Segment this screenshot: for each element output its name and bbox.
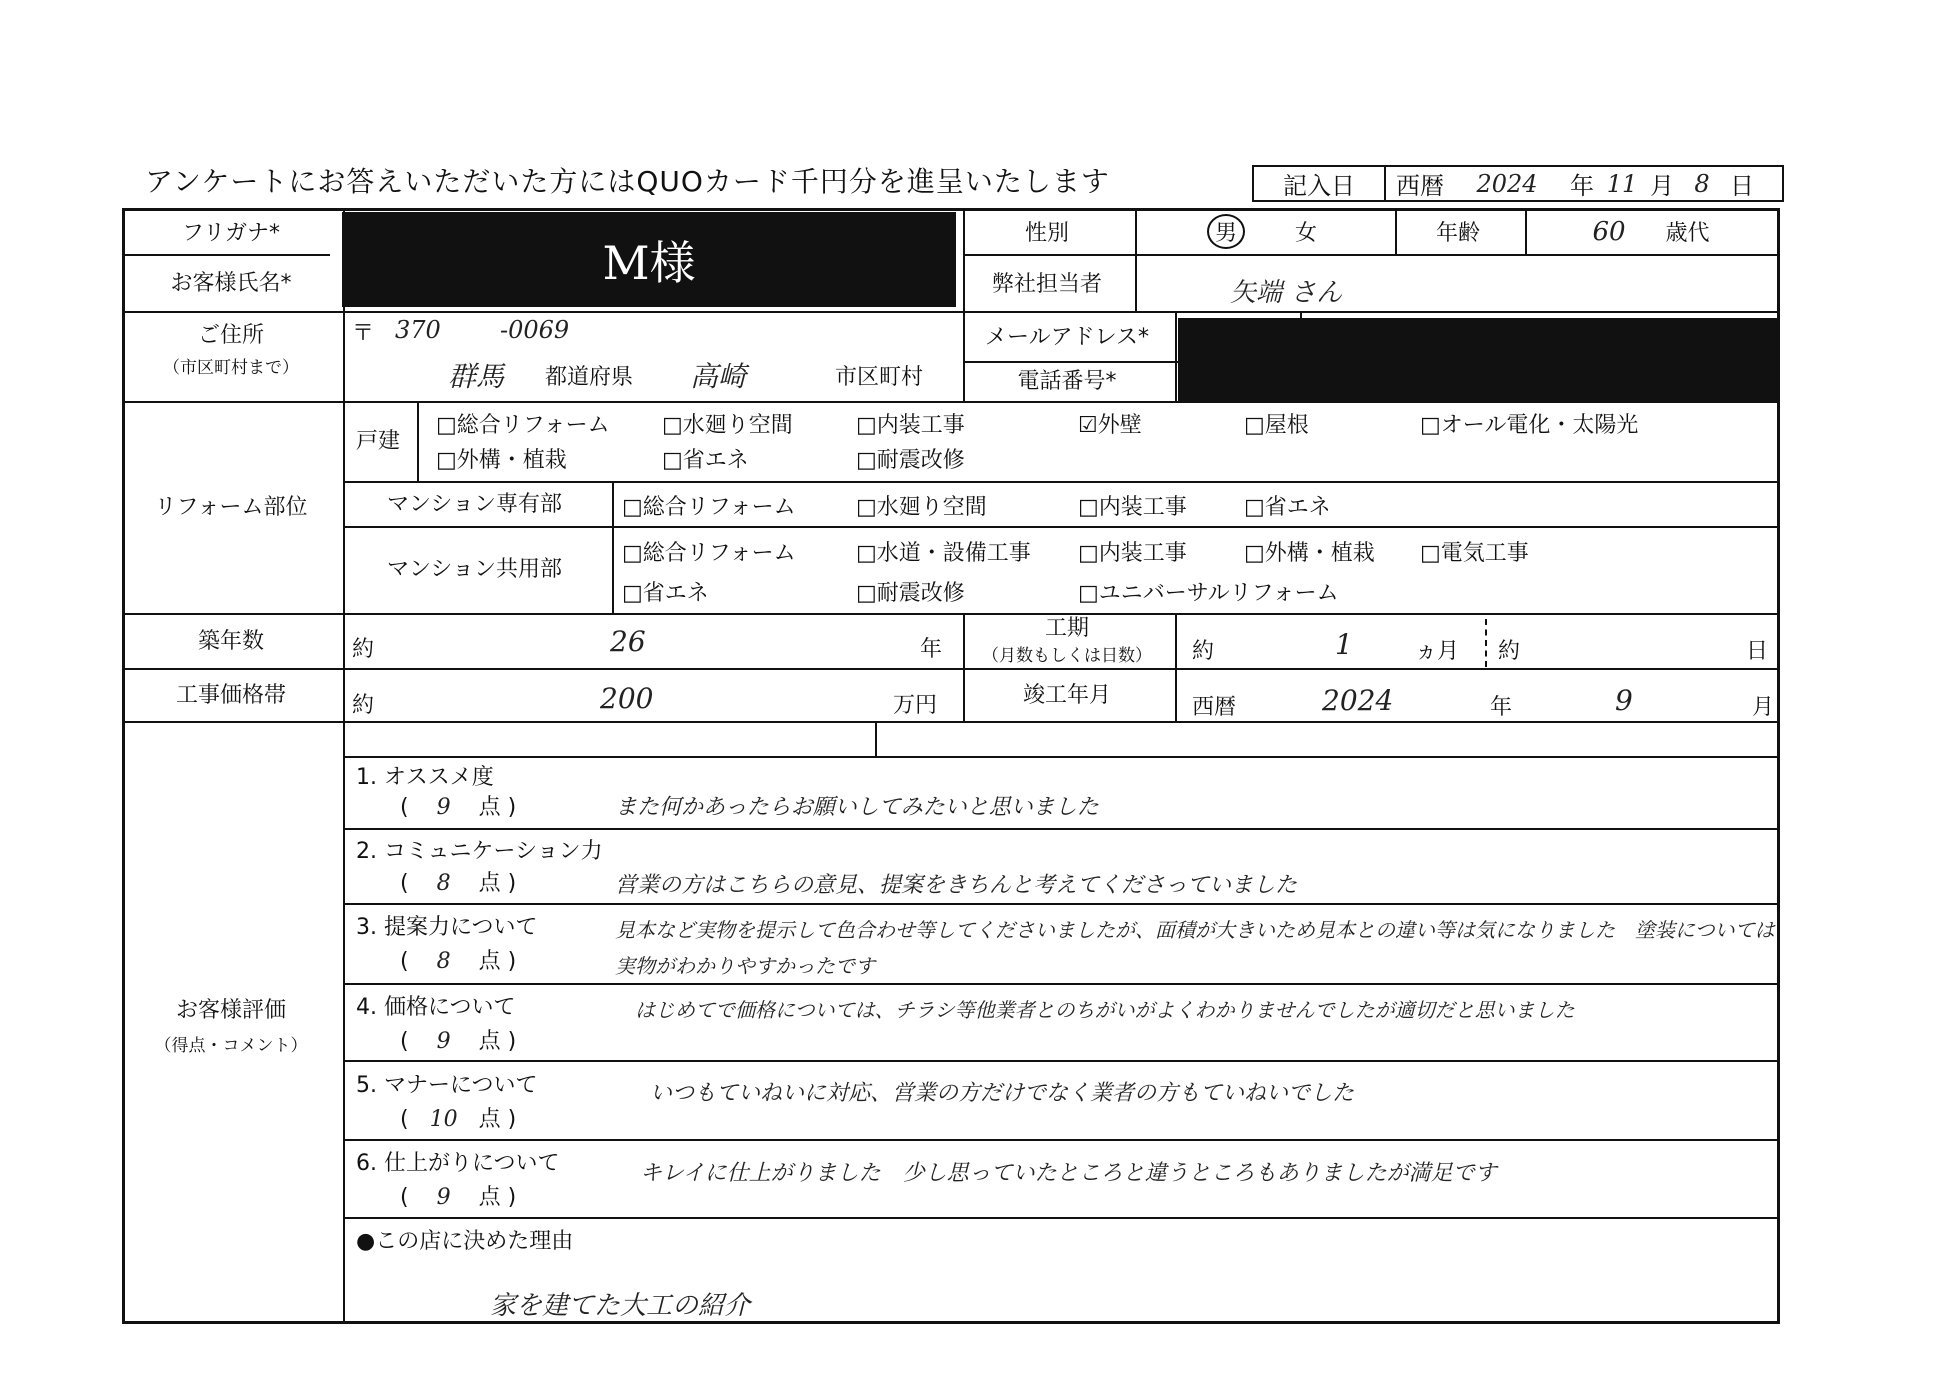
house-item-energy[interactable]: □省エネ <box>662 448 749 473</box>
mansion-shared-energy[interactable]: □省エネ <box>622 581 709 606</box>
mansion-shared-interior[interactable]: □内装工事 <box>1078 541 1187 566</box>
mansion-shared-plumbing[interactable]: □水道・設備工事 <box>856 541 1031 566</box>
entry-date-value <box>1386 167 1782 200</box>
postal-code-a[interactable]: 370 <box>395 316 441 344</box>
price-label: 工事価格帯 <box>175 682 286 708</box>
city-unit: 市区町村 <box>835 365 924 390</box>
eval-6-point-unit: 点 <box>478 1185 501 1210</box>
eval-3-score-field: ( 8 点 ) <box>400 949 517 974</box>
period-months-value[interactable]: 1 <box>1335 628 1353 661</box>
date-month[interactable]: 11 <box>1606 169 1638 198</box>
date-year-unit: 年 <box>1570 172 1594 200</box>
city-value[interactable]: 高崎 <box>690 360 747 393</box>
building-age-value[interactable]: 26 <box>610 625 646 658</box>
entry-date-label: 記入日 <box>1254 167 1386 200</box>
gender-male-selected[interactable]: 男 <box>1207 214 1245 249</box>
prefecture-unit: 都道府県 <box>545 365 634 390</box>
reason-label: ●この店に決めた理由 <box>356 1229 574 1254</box>
name-label: お客様氏名* <box>170 270 292 296</box>
gender-options <box>1134 210 1390 253</box>
completion-year[interactable]: 2024 <box>1322 684 1394 717</box>
address-sub-label: （市区町村まで） <box>163 357 299 378</box>
price-value[interactable]: 200 <box>600 682 654 715</box>
age-unit: 歳代 <box>1665 221 1710 246</box>
eval-6-comment[interactable]: キレイに仕上がりました 少し思っていたところと違うところもありましたが満足です <box>640 1161 1497 1186</box>
building-age-approx: 約 <box>352 637 375 662</box>
house-item-solar[interactable]: □オール電化・太陽光 <box>1420 413 1639 438</box>
eval-6-title: 6. 仕上がりについて <box>356 1151 560 1176</box>
eval-1-score-field: ( 9 点 ) <box>400 795 517 820</box>
eval-1-point-unit: 点 <box>478 795 501 820</box>
phone-label: 電話番号* <box>1017 368 1117 394</box>
house-item-exterior-wall[interactable]: ☑外壁 <box>1078 413 1142 438</box>
eval-5-score[interactable]: 10 <box>429 1107 458 1132</box>
date-day-unit: 日 <box>1730 172 1754 200</box>
eval-4-title: 4. 価格について <box>356 995 516 1020</box>
staff-value[interactable]: 矢端 さん <box>1230 278 1343 308</box>
mansion-shared-seismic[interactable]: □耐震改修 <box>856 581 965 606</box>
prefecture-value[interactable]: 群馬 <box>448 360 505 393</box>
gender-label: 性別 <box>1024 221 1069 246</box>
mansion-private-interior[interactable]: □内装工事 <box>1078 495 1187 520</box>
reason-value[interactable]: 家を建てた大工の紹介 <box>490 1291 751 1321</box>
staff-label: 弊社担当者 <box>991 271 1102 297</box>
entry-date-box <box>1252 165 1784 202</box>
eval-3-comment[interactable]: 見本など実物を提示して色合わせ等してくださいましたが、面積が大きいため見本との違い等は気になりました 塗装については実物がわかりやすかったです <box>615 918 1775 978</box>
eval-6-score-field: ( 9 点 ) <box>400 1185 517 1210</box>
completion-label: 竣工年月 <box>1022 682 1111 708</box>
period-approx: 約 <box>1192 639 1215 664</box>
house-item-total-reform[interactable]: □総合リフォーム <box>436 413 610 438</box>
eval-1-comment[interactable]: また何かあったらお願いしてみたいと思いました <box>615 795 1099 820</box>
reform-label: リフォーム部位 <box>154 494 308 520</box>
furigana-label: フリガナ* <box>182 220 280 246</box>
completion-month[interactable]: 9 <box>1615 684 1633 717</box>
period-label: 工期 <box>1044 615 1089 641</box>
period-day-approx: 約 <box>1498 639 1521 664</box>
mansion-private-energy[interactable]: □省エネ <box>1244 495 1331 520</box>
mansion-private-label: マンション専有部 <box>386 491 562 517</box>
eval-4-score-field: ( 9 点 ) <box>400 1029 517 1054</box>
mansion-shared-electric[interactable]: □電気工事 <box>1420 541 1529 566</box>
eval-3-title: 3. 提案力について <box>356 915 538 940</box>
age-value[interactable]: 60 <box>1592 216 1626 247</box>
postal-mark: 〒 <box>352 321 375 346</box>
eval-4-comment[interactable]: はじめてで価格については、チラシ等他業者とのちがいがよくわかりませんでしたが適切だと思いました <box>635 998 1575 1022</box>
eval-5-point-unit: 点 <box>478 1107 501 1132</box>
date-year[interactable]: 2024 <box>1476 169 1538 198</box>
house-item-roof[interactable]: □屋根 <box>1244 413 1309 438</box>
house-item-water[interactable]: □水廻り空間 <box>662 413 793 438</box>
completion-month-unit: 月 <box>1752 695 1775 720</box>
eval-4-score[interactable]: 9 <box>436 1029 451 1054</box>
mansion-private-water[interactable]: □水廻り空間 <box>856 495 987 520</box>
house-item-seismic[interactable]: □耐震改修 <box>856 448 965 473</box>
eval-2-title: 2. コミュニケーション力 <box>356 839 603 864</box>
house-label: 戸建 <box>355 428 400 454</box>
eval-5-score-field: ( 10 点 ) <box>400 1107 517 1132</box>
house-item-interior[interactable]: □内装工事 <box>856 413 965 438</box>
period-day-unit: 日 <box>1746 639 1769 664</box>
house-item-exterior-planting[interactable]: □外構・植栽 <box>436 448 567 473</box>
eval-6-score[interactable]: 9 <box>436 1185 451 1210</box>
contact-redacted <box>1178 318 1778 403</box>
mansion-shared-exterior-planting[interactable]: □外構・植栽 <box>1244 541 1375 566</box>
eval-1-title: 1. オススメ度 <box>356 765 494 790</box>
eval-2-score-field: ( 8 点 ) <box>400 871 517 896</box>
eval-5-comment[interactable]: いつもていねいに対応、営業の方だけでなく業者の方もていねいでした <box>650 1081 1355 1106</box>
building-age-unit: 年 <box>920 637 943 662</box>
eval-2-point-unit: 点 <box>478 871 501 896</box>
mansion-shared-label: マンション共用部 <box>386 557 562 582</box>
completion-era: 西暦 <box>1192 695 1237 720</box>
price-unit: 万円 <box>893 693 938 718</box>
customer-name: M様 <box>342 212 956 307</box>
email-label: メールアドレス* <box>985 324 1149 350</box>
age-label: 年齢 <box>1435 221 1480 246</box>
eval-5-title: 5. マナーについて <box>356 1073 538 1098</box>
completion-year-unit: 年 <box>1490 695 1513 720</box>
date-month-unit: 月 <box>1650 172 1674 200</box>
date-era: 西暦 <box>1396 172 1444 200</box>
mansion-private-total-reform[interactable]: □総合リフォーム <box>622 495 796 520</box>
mansion-shared-total-reform[interactable]: □総合リフォーム <box>622 541 796 566</box>
eval-2-comment[interactable]: 営業の方はこちらの意見、提案をきちんと考えてくださっていました <box>615 873 1298 898</box>
mansion-shared-universal[interactable]: □ユニバーサルリフォーム <box>1078 581 1339 606</box>
eval-2-score[interactable]: 8 <box>436 871 451 896</box>
eval-3-score[interactable]: 8 <box>436 949 451 974</box>
evaluation-label: お客様評価 <box>175 997 286 1023</box>
eval-4-point-unit: 点 <box>478 1029 501 1054</box>
price-approx: 約 <box>352 693 375 718</box>
address-label: ご住所 <box>197 322 264 348</box>
date-day[interactable]: 8 <box>1694 169 1710 198</box>
gender-female[interactable]: 女 <box>1295 221 1318 246</box>
survey-title: アンケートにお答えいただいた方にはQUOカード千円分を進呈いたします <box>145 165 1110 198</box>
period-month-unit: ヵ月 <box>1415 639 1460 664</box>
evaluation-sub-label: （得点・コメント） <box>154 1035 308 1056</box>
postal-code-b[interactable]: -0069 <box>500 316 570 344</box>
building-age-label: 築年数 <box>197 628 264 654</box>
eval-1-score[interactable]: 9 <box>436 795 451 820</box>
period-sub-label: （月数もしくは日数） <box>982 645 1152 666</box>
eval-3-point-unit: 点 <box>478 949 501 974</box>
age-field <box>1524 210 1778 253</box>
